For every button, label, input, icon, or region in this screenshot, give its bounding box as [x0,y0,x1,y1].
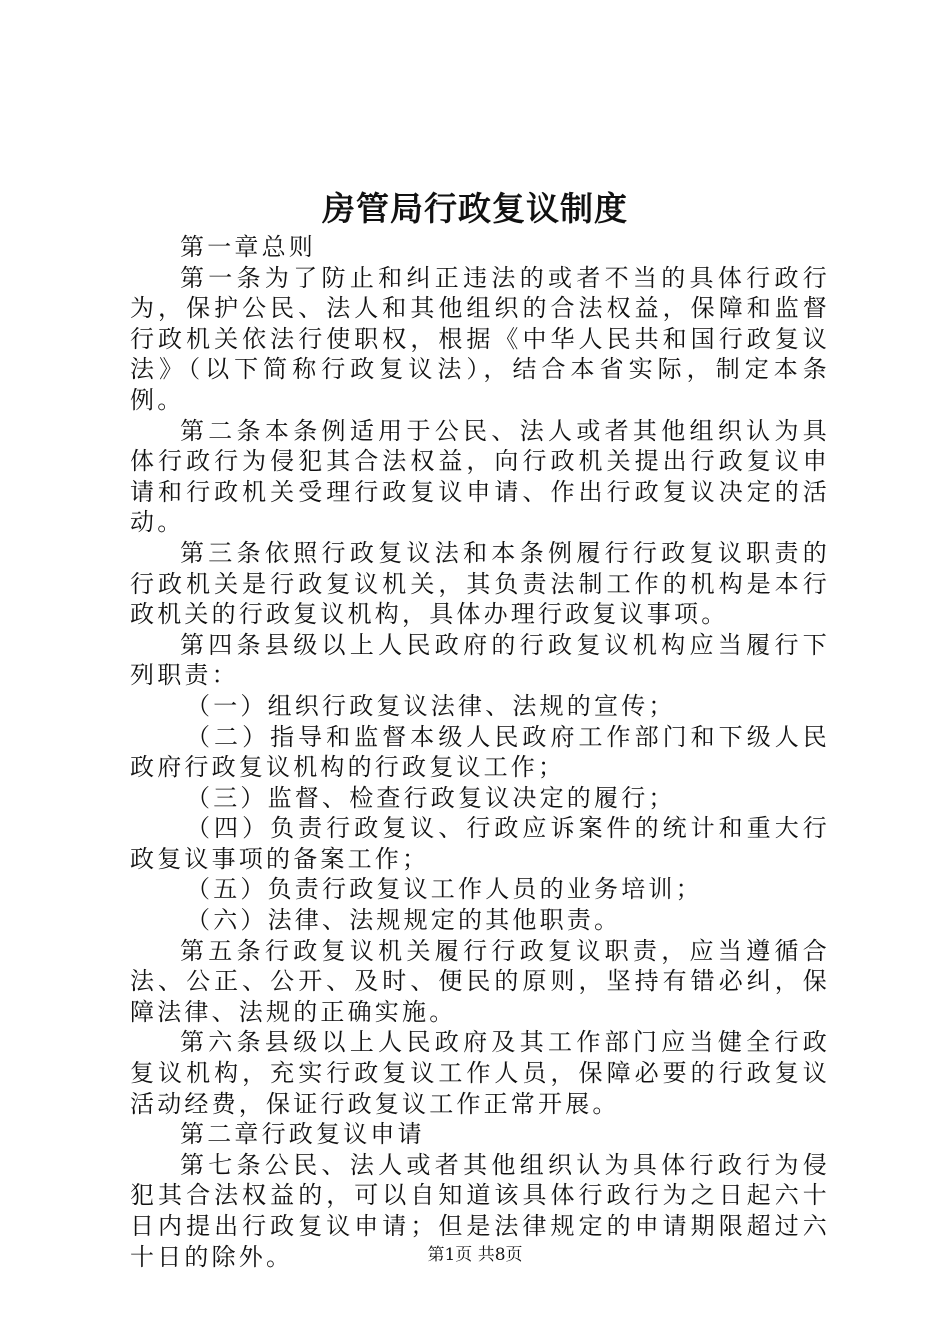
article-paragraph: 第二条本条例适用于公民、法人或者其他组织认为具体行政行为侵犯其合法权益，向行政机关提出行政复议申请和行政机关受理行政复议申请、作出行政复议决定的活动。 [130,416,830,537]
article-paragraph: 第三条依照行政复议法和本条例履行行政复议职责的行政机关是行政复议机关，其负责法制工作的机构是本行政机关的行政复议机构，具体办理行政复议事项。 [130,538,830,629]
list-item: （五）负责行政复议工作人员的业务培训； [186,875,703,904]
chapter-heading: 第二章行政复议申请 [180,1120,425,1149]
chapter-heading: 第一章总则 [180,233,316,261]
list-item: （六）法律、法规规定的其他职责。 [186,906,622,935]
article-paragraph: 第五条行政复议机关履行行政复议职责，应当遵循合法、公正、公开、及时、便民的原则，坚持有错必纠，保障法律、法规的正确实施。 [130,936,830,1026]
page-number: 第1页 共8页 [427,1245,523,1265]
article-paragraph: 第七条公民、法人或者其他组织认为具体行政行为侵犯其合法权益的，可以自知道该具体行政行为之日起六十日内提出行政复议申请；但是法律规定的申请期限超过六十日的除外。 [130,1150,830,1271]
list-item: （四）负责行政复议、行政应诉案件的统计和重大行政复议事项的备案工作； [130,814,830,873]
list-item: （三）监督、检查行政复议决定的履行； [186,783,676,812]
document-title: 房管局行政复议制度 [322,189,628,228]
article-paragraph: 第四条县级以上人民政府的行政复议机构应当履行下列职责： [130,630,830,690]
article-paragraph: 第六条县级以上人民政府及其工作部门应当健全行政复议机构，充实行政复议工作人员，保障必要的行政复议活动经费，保证行政复议工作正常开展。 [130,1028,830,1118]
list-item: （一）组织行政复议法律、法规的宣传； [186,691,676,720]
document-body [130,232,830,1272]
list-item: （二）指导和监督本级人民政府工作部门和下级人民政府行政复议机构的行政复议工作； [130,722,830,782]
article-paragraph: 第一条为了防止和纠正违法的或者不当的具体行政行为，保护公民、法人和其他组织的合法权益，保障和监督行政机关依法行使职权，根据《中华人民共和国行政复议法》（以下简称行政复议法），结合本省实际，制定本条例。 [130,263,830,414]
